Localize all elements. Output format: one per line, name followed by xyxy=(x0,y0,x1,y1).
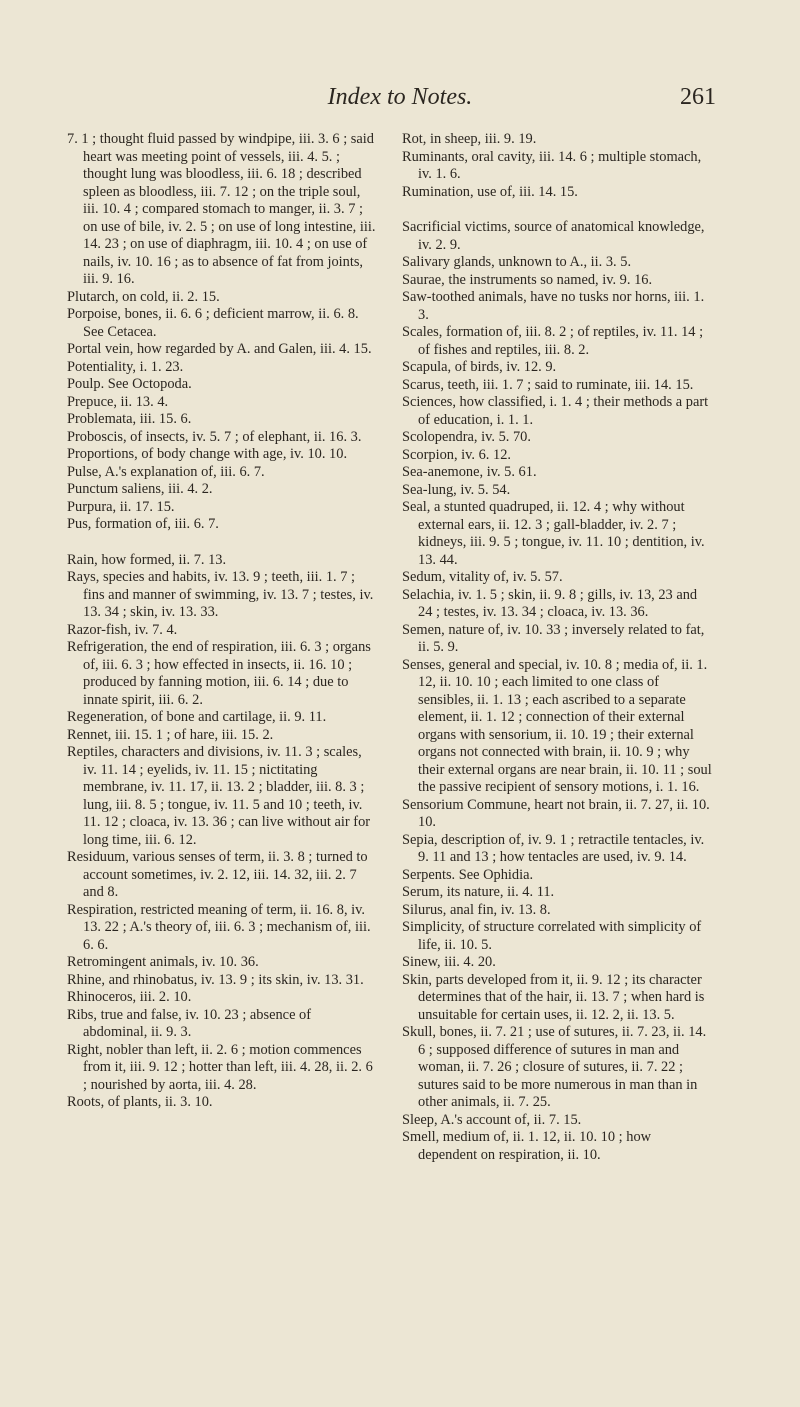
index-entry: Sea-lung, iv. 5. 54. xyxy=(402,481,511,498)
index-entry: Rays, species and habits, iv. 13. 9 ; teeth, iii. 1. 7 ; fins and manner of swimming, iv. 13. 7 ; testes, iv. 13. 34 ; skin, iv. 13. 33. xyxy=(67,569,374,620)
index-entry: Respiration, restricted meaning of term, ii. 16. 8, iv. 13. 22 ; A.'s theory of, iii. 6. 3 ; mechanism of, iii. 6. 6. xyxy=(67,901,371,953)
index-entry: Rot, in sheep, iii. 9. 19. xyxy=(402,131,537,147)
index-entry: Proboscis, of insects, iv. 5. 7 ; of elephant, ii. 16. 3. xyxy=(67,428,362,445)
index-entry: Punctum saliens, iii. 4. 2. xyxy=(67,481,213,497)
index-entry: Right, nobler than left, ii. 2. 6 ; motion commences from it, iii. 9. 12 ; hotter than left, iii. 4. 28, ii. 2. 6 ; nourished by aorta, iii. 4. 28. xyxy=(67,1041,373,1093)
index-entry: Poulp. See Octopoda. xyxy=(67,376,192,392)
index-entry: Saw-toothed animals, have no tusks nor horns, iii. 1. 3. xyxy=(402,289,705,323)
index-entry: Skin, parts developed from it, ii. 9. 12 ; its character determines that of the hair, ii. 13. 7 ; when hard is unsuitable for certain uses, ii. 12. 2, ii. 13. 5. xyxy=(402,971,705,1023)
left-column xyxy=(67,131,377,1112)
index-entry: Residuum, various senses of term, ii. 3. 8 ; turned to account sometimes, iv. 2. 12, iii. 14. 32, iii. 2. 7 and 8. xyxy=(67,849,368,900)
index-entry: Refrigeration, the end of respiration, iii. 6. 3 ; organs of, iii. 6. 3 ; how effected in insects, ii. 16. 10 ; produced by fanning motion, iii. 6. 14 ; due to innate spirit, iii. 6. 2. xyxy=(67,639,371,708)
index-entry: Sepia, description of, iv. 9. 1 ; retractile tentacles, iv. 9. 11 and 13 ; how tentacles are used, iv. 9. 14. xyxy=(402,831,705,865)
index-entry: Scorpion, iv. 6. 12. xyxy=(402,446,511,463)
index-entry: Scales, formation of, iii. 8. 2 ; of reptiles, iv. 11. 14 ; of fishes and reptiles, iii. 8. 2. xyxy=(402,324,704,358)
index-entry: Skull, bones, ii. 7. 21 ; use of sutures, ii. 7. 23, ii. 14. 6 ; supposed difference of sutures in man and woman, ii. 7. 26 ; closure of sutures, ii. 7. 22 ; sutures said to be more numerous in man than in other animals, ii. 7. 25. xyxy=(402,1024,707,1110)
index-entry: Silurus, anal fin, iv. 13. 8. xyxy=(402,901,551,918)
index-entry: Rennet, iii. 15. 1 ; of hare, iii. 15. 2. xyxy=(67,726,274,743)
index-entry: Proportions, of body change with age, iv. 10. 10. xyxy=(67,446,348,462)
index-entry: Sensorium Commune, heart not brain, ii. 7. 27, ii. 10. 10. xyxy=(402,796,710,830)
index-entry: Pus, formation of, iii. 6. 7. xyxy=(67,516,219,532)
index-entry: Selachia, iv. 1. 5 ; skin, ii. 9. 8 ; gills, iv. 13, 23 and 24 ; testes, iv. 13. 34 ; cloaca, iv. 13. 36. xyxy=(402,586,698,620)
index-entry: Smell, medium of, ii. 1. 12, ii. 10. 10 ; how dependent on respiration, ii. 10. xyxy=(402,1129,652,1163)
index-entry: Rumination, use of, iii. 14. 15. xyxy=(402,183,578,200)
index-entry: Sinew, iii. 4. 20. xyxy=(402,954,496,970)
index-entry: Porpoise, bones, ii. 6. 6 ; deficient marrow, ii. 6. 8. See Cetacea. xyxy=(67,306,359,340)
index-entry: Potentiality, i. 1. 23. xyxy=(67,358,184,375)
index-entry: Razor-fish, iv. 7. 4. xyxy=(67,621,178,638)
section-gap xyxy=(67,534,377,552)
index-entry: Plutarch, on cold, ii. 2. 15. xyxy=(67,288,220,305)
index-entry: Serpents. See Ophidia. xyxy=(402,866,534,883)
index-entry: Roots, of plants, ii. 3. 10. xyxy=(67,1094,213,1110)
index-entry: Seal, a stunted quadruped, ii. 12. 4 ; why without external ears, ii. 12. 3 ; gall-bladder, iv. 2. 7 ; kidneys, iii. 9. 5 ; tongue, iv. 11. 10 ; dentition, iv. 13. 44. xyxy=(402,499,705,568)
page-header xyxy=(0,80,800,116)
page-number: 261 xyxy=(680,84,716,110)
index-entry: Retromingent animals, iv. 10. 36. xyxy=(67,954,259,970)
right-column xyxy=(402,131,712,1164)
index-entry: Problemata, iii. 15. 6. xyxy=(67,411,192,427)
index-entry: Prepuce, ii. 13. 4. xyxy=(67,393,169,410)
index-entry: Pulse, A.'s explanation of, iii. 6. 7. xyxy=(67,463,265,480)
index-entry: Rain, how formed, ii. 7. 13. xyxy=(67,551,227,568)
index-entry: Purpura, ii. 17. 15. xyxy=(67,498,175,515)
index-entry: Portal vein, how regarded by A. and Galen, iii. 4. 15. xyxy=(67,341,372,357)
running-title: Index to Notes. xyxy=(327,84,473,110)
index-entry: Sedum, vitality of, iv. 5. 57. xyxy=(402,569,563,585)
index-entry: Saurae, the instruments so named, iv. 9. 16. xyxy=(402,271,653,288)
index-entry: Scapula, of birds, iv. 12. 9. xyxy=(402,359,557,375)
index-entry: Ribs, true and false, iv. 10. 23 ; absence of abdominal, ii. 9. 3. xyxy=(67,1006,312,1040)
index-entry: Scarus, teeth, iii. 1. 7 ; said to ruminate, iii. 14. 15. xyxy=(402,376,694,393)
index-entry: Reptiles, characters and divisions, iv. 11. 3 ; scales, iv. 11. 14 ; eyelids, iv. 11. 15 ; nictitating membrane, iv. 11. 17, ii. 13. 2 ; bladder, iii. 8. 3 ; lung, iii. 8. 5 ; tongue, iv. 11. 5 and 10 ; teeth, iv. 11. 12 ; cloaca, iv. 13. 36 ; can live without air for long time, iii. 6. 12. xyxy=(67,744,371,848)
index-entry: Semen, nature of, iv. 10. 33 ; inversely related to fat, ii. 5. 9. xyxy=(402,621,705,655)
index-entry: 7. 1 ; thought fluid passed by windpipe, iii. 3. 6 ; said heart was meeting point of vessels, iii. 4. 5. ; thought lung was bloodless, iii. 6. 18 ; described spleen as bloodless, iii. 7. 12 ; on the triple soul, iii. 10. 4 ; compared stomach to manger, ii. 3. 7 ; on use of bile, iv. 2. 5 ; on use of long intestine, iii. 14. 23 ; on use of diaphragm, iii. 10. 4 ; on use of nails, iv. 10. 16 ; as to absence of fat from joints, iii. 9. 16. xyxy=(67,131,376,287)
section-gap xyxy=(402,201,712,219)
index-entry: Sleep, A.'s account of, ii. 7. 15. xyxy=(402,1111,582,1128)
index-entry: Senses, general and special, iv. 10. 8 ; media of, ii. 1. 12, ii. 10. 10 ; each limited to one class of sensibles, ii. 1. 13 ; each ascribed to a separate element, ii. 1. 12 ; connection of their external organs with sensorium, ii. 10. 19 ; their external organs not connected with brain, ii. 10. 9 ; why their external organs are near brain, ii. 10. 11 ; soul the passive recipient of sensory motions, i. 1. 16. xyxy=(402,656,712,795)
index-entry: Regeneration, of bone and cartilage, ii. 9. 11. xyxy=(67,709,327,725)
index-entry: Rhinoceros, iii. 2. 10. xyxy=(67,989,192,1005)
index-entry: Rhine, and rhinobatus, iv. 13. 9 ; its skin, iv. 13. 31. xyxy=(67,971,364,988)
index-entry: Ruminants, oral cavity, iii. 14. 6 ; multiple stomach, iv. 1. 6. xyxy=(402,148,702,182)
index-entry: Sciences, how classified, i. 1. 4 ; their methods a part of education, i. 1. 1. xyxy=(402,394,709,428)
index-entry: Serum, its nature, ii. 4. 11. xyxy=(402,884,555,900)
index-entry: Salivary glands, unknown to A., ii. 3. 5. xyxy=(402,254,632,270)
index-entry: Simplicity, of structure correlated with simplicity of life, ii. 10. 5. xyxy=(402,919,702,953)
index-entry: Sacrificial victims, source of anatomical knowledge, iv. 2. 9. xyxy=(402,219,705,253)
index-entry: Sea-anemone, iv. 5. 61. xyxy=(402,464,537,480)
index-entry: Scolopendra, iv. 5. 70. xyxy=(402,429,531,445)
